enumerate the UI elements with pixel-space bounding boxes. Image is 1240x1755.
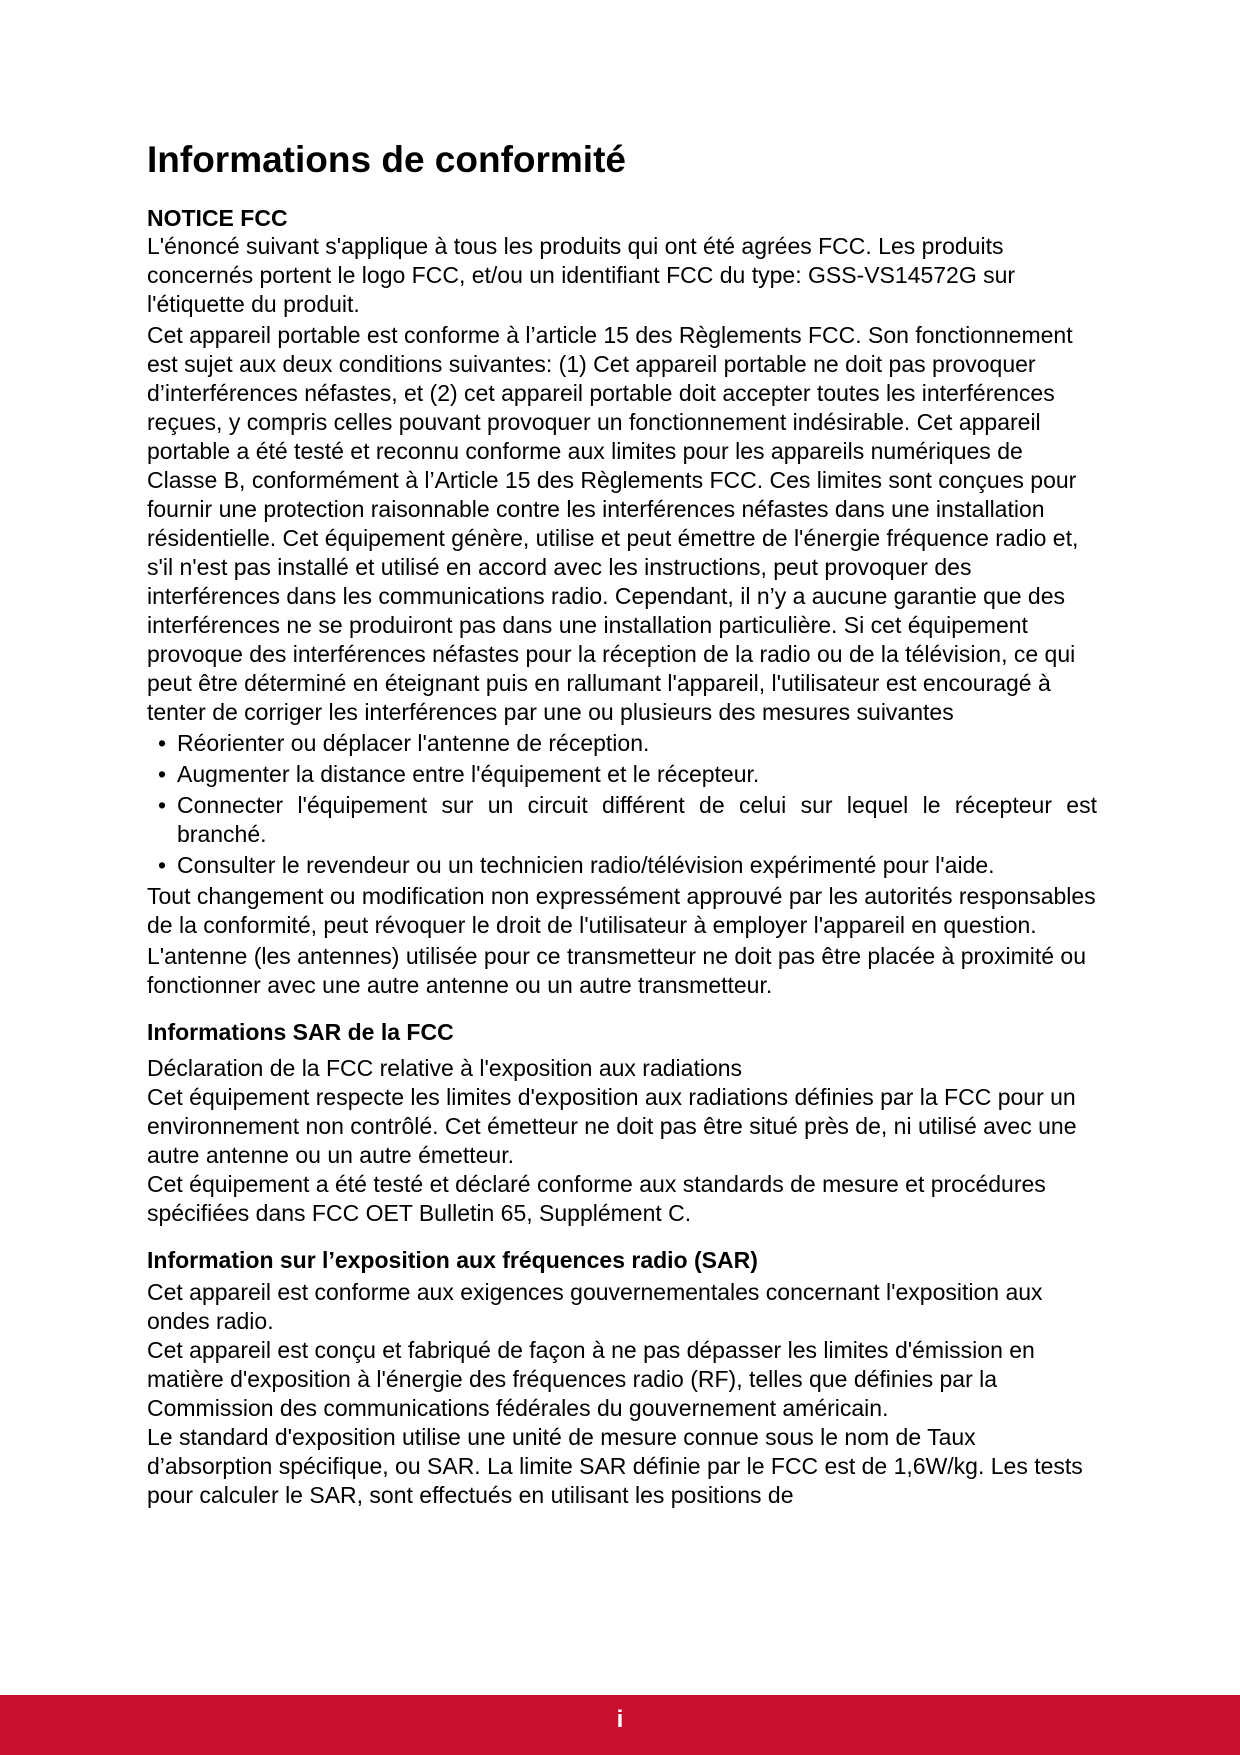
rf-exposure-paragraph-1: Cet appareil est conforme aux exigences gouvernementales concernant l'exposition aux ondes radio. [147, 1279, 1043, 1334]
fcc-notice-paragraph-1: L'énoncé suivant s'applique à tous les produits qui ont été agrées FCC. Les produits concernés portent le logo FCC, et/ou un identifiant FCC du type: GSS-VS14572G sur l'étiquette du produit. [147, 233, 1016, 317]
page-number: i [616, 1706, 624, 1733]
rf-exposure-heading: Information sur l’exposition aux fréquences radio (SAR) [147, 1247, 758, 1273]
fcc-notice-paragraph-4: L'antenne (les antennes) utilisée pour ce transmetteur ne doit pas être placée à proximité ou fonctionner avec une autre antenne ou un autre transmetteur. [147, 943, 1087, 998]
list-item: • Consulter le revendeur ou un technicien radio/télévision expérimenté pour l'aide. [147, 851, 1097, 880]
fcc-notice-paragraph-2: Cet appareil portable est conforme à l’article 15 des Règlements FCC. Son fonctionnement est sujet aux deux conditions suivantes: (1) Cet appareil portable ne doit pas provoquer d’interférences néfastes, et (2) cet appareil portable doit accepter toutes les interférences reçues, y compris celles pouvant provoquer un fonctionnement indésirable. Cet appareil portable a été testé et reconnu conforme aux limites pour les appareils numériques de Classe B, conformément à l’Article 15 des Règlements FCC. Ces limites sont conçues pour fournir une protection raisonnable contre les interférences néfastes dans une installation résidentielle. Cet équipement génère, utilise et peut émettre de l'énergie fréquence radio et, s'il n'est pas installé et utilisé en accord avec les instructions, peut provoquer des interférences dans les communications radio. Cependant, il n’y a aucune garantie que des interférences ne se produiront pas dans une installation particulière. Si cet équipement provoque des interférences néfastes pour la réception de la radio ou de la télévision, ce qui peut être déterminé en éteignant puis en rallumant l'appareil, l'utilisateur est encouragé à tenter de corriger les interférences par une ou plusieurs des mesures suivantes [147, 322, 1079, 725]
list-item: • Réorienter ou déplacer l'antenne de réception. [147, 729, 1097, 758]
list-item: • Augmenter la distance entre l'équipement et le récepteur. [147, 760, 1097, 789]
rf-exposure-paragraph-2: Cet appareil est conçu et fabriqué de façon à ne pas dépasser les limites d'émission en matière d'exposition à l'énergie des fréquences radio (RF), telles que définies par la Commission des communications fédérales du gouvernement américain. [147, 1337, 1035, 1421]
fcc-measures-list [147, 729, 1097, 880]
rf-exposure-paragraph-3: Le standard d'exposition utilise une unité de mesure connue sous le nom de Taux d’absorption spécifique, ou SAR. La limite SAR définie par le FCC est de 1,6W/kg. Les tests pour calculer le SAR, sont effectués en utilisant les positions de [147, 1424, 1083, 1508]
sar-fcc-line-1: Déclaration de la FCC relative à l'exposition aux radiations [147, 1055, 743, 1081]
sar-fcc-heading: Informations SAR de la FCC [147, 1019, 454, 1045]
sar-fcc-paragraph-2: Cet équipement a été testé et déclaré conforme aux standards de mesure et procédures spécifiées dans FCC OET Bulletin 65, Supplément C. [147, 1171, 1046, 1226]
page-title: Informations de conformité [147, 139, 626, 180]
document-page [147, 138, 1097, 1510]
fcc-notice-heading: NOTICE FCC [147, 205, 288, 231]
list-item: • Connecter l'équipement sur un circuit différent de celui sur lequel le récepteur est branché. [147, 791, 1097, 849]
sar-fcc-paragraph-1: Cet équipement respecte les limites d'exposition aux radiations définies par la FCC pour un environnement non contrôlé. Cet émetteur ne doit pas être situé près de, ni utilisé avec une autre antenne ou un autre émetteur. [147, 1084, 1077, 1168]
footer-bar [0, 1695, 1240, 1755]
fcc-notice-paragraph-3: Tout changement ou modification non expressément approuvé par les autorités responsables de la conformité, peut révoquer le droit de l'utilisateur à employer l'appareil en question. [147, 883, 1096, 938]
